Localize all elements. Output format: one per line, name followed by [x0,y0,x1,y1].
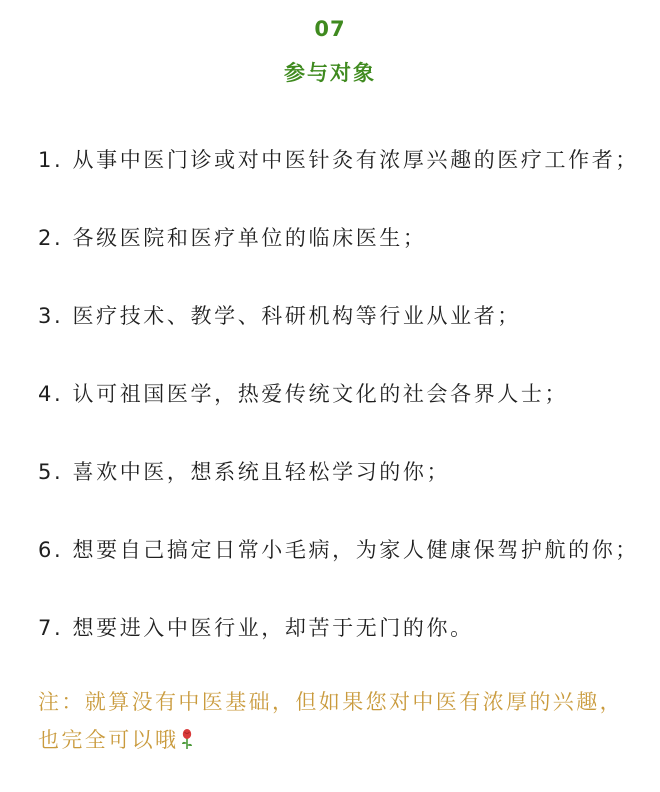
note-line-2: 也完全可以哦 [38,728,179,752]
note-line-2-wrapper [38,721,638,759]
audience-list [38,145,638,691]
list-item: 5. 喜欢中医，想系统且轻松学习的你； [38,460,451,484]
list-item: 2. 各级医院和医疗单位的临床医生； [38,226,427,250]
note-paragraph [38,683,638,759]
list-item: 7. 想要进入中医行业，却苦于无门的你。 [38,616,474,640]
list-item: 3. 医疗技术、教学、科研机构等行业从业者； [38,304,521,328]
section-title: 参与对象 [284,61,376,85]
rose-icon [180,724,194,746]
list-item: 4. 认可祖国医学，热爱传统文化的社会各界人士； [38,382,569,406]
note-line-1: 注：就算没有中医基础，但如果您对中医有浓厚的兴趣， [38,690,623,714]
list-item: 1. 从事中医门诊或对中医针灸有浓厚兴趣的医疗工作者； [38,148,639,172]
section-number: 07 [314,17,346,41]
list-item: 6. 想要自己搞定日常小毛病，为家人健康保驾护航的你； [38,538,639,562]
